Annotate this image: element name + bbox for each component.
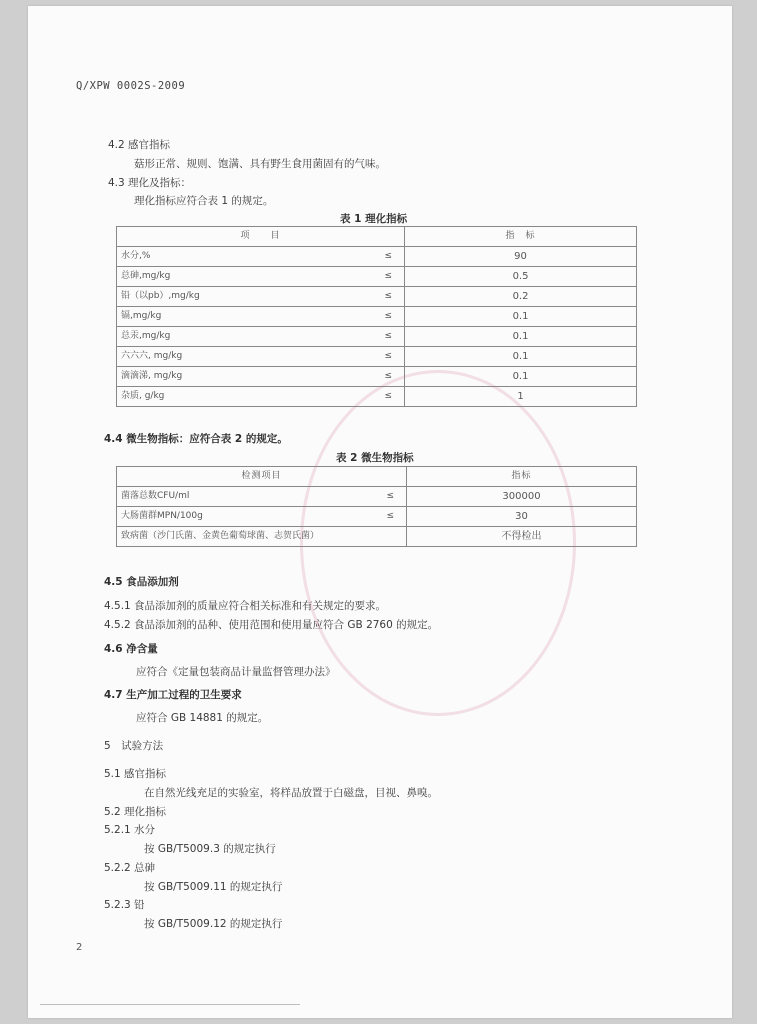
section-4-5-2: 4.5.2 食品添加剂的品种、使用范围和使用量应符合 GB 2760 的规定。	[104, 619, 439, 631]
section-4-3-text: 理化指标应符合表 1 的规定。	[134, 195, 274, 207]
row-value: 300000	[407, 487, 637, 507]
row-item-name: 致病菌（沙门氏菌、金黄色葡萄球菌、志贺氏菌）	[117, 527, 407, 547]
section-4-6-title: 4.6 净含量	[104, 643, 158, 655]
table-2-caption: 表 2 微生物指标	[336, 452, 414, 464]
table-header-row	[117, 227, 637, 247]
row-operator: ≤	[347, 367, 405, 387]
section-4-2-title: 4.2 感官指标	[108, 139, 171, 151]
row-item-name: 镉,mg/kg	[117, 307, 347, 327]
section-5-2-3-title: 5.2.3 铅	[104, 899, 145, 911]
row-operator: ≤	[347, 287, 405, 307]
row-value: 90	[405, 247, 637, 267]
row-value: 0.1	[405, 367, 637, 387]
table-row	[117, 327, 637, 347]
table-row	[117, 387, 637, 407]
section-5-2-2-text: 按 GB/T5009.11 的规定执行	[144, 881, 283, 893]
section-5-2-title: 5.2 理化指标	[104, 806, 167, 818]
row-item-name: 总砷,mg/kg	[117, 267, 347, 287]
table-row	[117, 247, 637, 267]
row-value: 1	[405, 387, 637, 407]
table-row	[117, 487, 637, 507]
row-operator: ≤	[347, 347, 405, 367]
table-row	[117, 347, 637, 367]
column-header-test-item: 检测项目	[117, 467, 407, 487]
row-item-name: 菌落总数CFU/ml	[117, 487, 347, 507]
section-4-3-title: 4.3 理化及指标：	[108, 177, 192, 189]
row-operator: ≤	[347, 267, 405, 287]
row-value: 0.5	[405, 267, 637, 287]
table-microbiological	[116, 466, 637, 547]
page-number: 2	[76, 942, 83, 953]
standard-code: Q/XPW 0002S-2009	[76, 80, 186, 92]
row-item-name: 总汞,mg/kg	[117, 327, 347, 347]
section-5-1-title: 5.1 感官指标	[104, 768, 167, 780]
column-header-index: 指标	[407, 467, 637, 487]
table-1-caption: 表 1 理化指标	[340, 213, 408, 225]
column-header-index: 指 标	[405, 227, 637, 247]
section-4-4-title: 4.4 微生物指标：应符合表 2 的规定。	[104, 433, 288, 445]
row-value: 0.1	[405, 327, 637, 347]
row-item-name: 滴滴涕, mg/kg	[117, 367, 347, 387]
row-operator: ≤	[347, 247, 405, 267]
row-operator: ≤	[347, 387, 405, 407]
row-value: 0.1	[405, 307, 637, 327]
table-row	[117, 307, 637, 327]
section-4-7-text: 应符合 GB 14881 的规定。	[136, 712, 269, 724]
section-4-7-title: 4.7 生产加工过程的卫生要求	[104, 689, 242, 701]
section-5-title: 5 试验方法	[104, 740, 164, 752]
row-item-name: 大肠菌群MPN/100g	[117, 507, 347, 527]
row-operator: ≤	[347, 307, 405, 327]
section-4-5-title: 4.5 食品添加剂	[104, 576, 179, 588]
table-row	[117, 367, 637, 387]
row-value: 0.1	[405, 347, 637, 367]
section-5-2-1-title: 5.2.1 水分	[104, 824, 156, 836]
table-physicochemical	[116, 226, 637, 407]
table-row	[117, 267, 637, 287]
row-value: 不得检出	[407, 527, 637, 547]
column-header-item: 项 目	[117, 227, 405, 247]
section-4-6-text: 应符合《定量包装商品计量监督管理办法》	[136, 666, 336, 678]
row-operator: ≤	[347, 487, 407, 507]
section-5-2-3-text: 按 GB/T5009.12 的规定执行	[144, 918, 283, 930]
row-operator: ≤	[347, 507, 407, 527]
row-item-name: 杂质, g/kg	[117, 387, 347, 407]
table-row	[117, 507, 637, 527]
row-item-name: 铅（以pb）,mg/kg	[117, 287, 347, 307]
table-row	[117, 527, 637, 547]
row-operator: ≤	[347, 327, 405, 347]
section-5-1-text: 在自然光线充足的实验室，将样品放置于白磁盘，目视、鼻嗅。	[144, 787, 438, 799]
table-header-row	[117, 467, 637, 487]
footer-rule	[40, 1004, 300, 1005]
row-value: 0.2	[405, 287, 637, 307]
row-item-name: 水分,%	[117, 247, 347, 267]
section-5-2-1-text: 按 GB/T5009.3 的规定执行	[144, 843, 276, 855]
section-4-2-text: 菇形正常、规则、饱满、具有野生食用菌固有的气味。	[134, 158, 386, 170]
table-row	[117, 287, 637, 307]
section-4-5-1: 4.5.1 食品添加剂的质量应符合相关标准和有关规定的要求。	[104, 600, 387, 612]
row-value: 30	[407, 507, 637, 527]
section-5-2-2-title: 5.2.2 总砷	[104, 862, 156, 874]
row-item-name: 六六六, mg/kg	[117, 347, 347, 367]
